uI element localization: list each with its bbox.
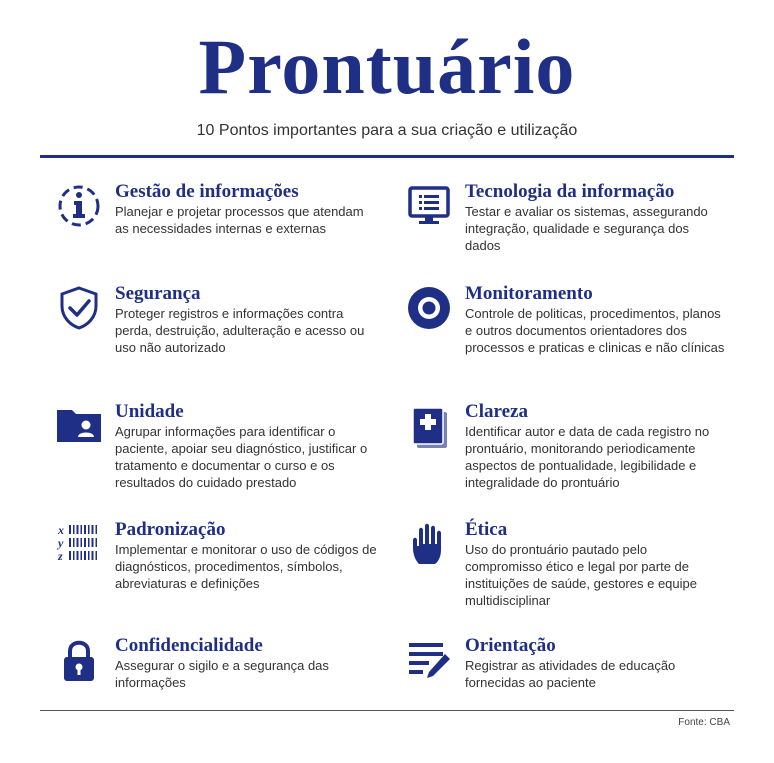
svg-text:z: z [58,549,63,563]
item-title: Gestão de informações [115,181,299,202]
hand-icon [405,520,453,568]
xyz-code-icon [55,520,103,568]
item-title: Orientação [465,635,556,656]
item-title: Padronização [115,519,226,540]
info-icon [55,182,103,230]
medical-documents-icon [405,402,453,450]
page-title: Prontuário [198,23,576,110]
header-divider [40,155,734,158]
item-description: Controle de politicas, procedimentos, planos e outros documentos orientadores dos processos e praticas e clinicas e não clínicas [465,306,725,355]
item-description: Testar e avaliar os sistemas, assegurando integração, qualidade e segurança dos dados [465,204,708,253]
shield-check-icon [55,284,103,332]
monitor-icon [405,182,453,230]
item-title: Monitoramento [465,283,593,304]
target-icon [405,284,453,332]
footer-divider [40,710,734,711]
item-description: Planejar e projetar processos que atendam as necessidades internas e externas [115,204,364,236]
item-title: Confidencialidade [115,635,263,656]
item-title: Clareza [465,401,528,422]
item-description: Agrupar informações para identificar o paciente, apoiar seu diagnóstico, justificar o tratamento e documentar o curso e os resultados do cuidado prestado [115,424,368,490]
source-note: Fonte: CBA [678,717,730,728]
item-description: Implementar e monitorar o uso de códigos de diagnósticos, procedimentos, símbolos, abreviaturas e definições [115,542,377,591]
padlock-icon [55,636,103,684]
item-description: Identificar autor e data de cada registro no prontuário, monitorando periodicamente aspectos de pontualidade, legibilidade e integralidade do prontuário [465,424,710,490]
item-title: Segurança [115,283,201,304]
item-title: Tecnologia da informação [465,181,675,202]
edit-list-icon [405,636,453,684]
svg-text:y: y [58,536,64,550]
item-description: Proteger registros e informações contra perda, destruição, adulteração e acesso ou uso não autorizado [115,306,365,355]
item-description: Registrar as atividades de educação fornecidas ao paciente [465,658,676,690]
item-description: Assegurar o sigilo e a segurança das informações [115,658,329,690]
item-title: Unidade [115,401,184,422]
folder-user-icon [55,402,103,450]
item-description: Uso do prontuário pautado pelo compromisso ético e legal por parte de instituições de saúde, gestores e equipe multidisciplinar [465,542,697,608]
item-title: Ética [465,519,508,540]
svg-text:x: x [58,523,64,537]
page-subtitle: 10 Pontos importantes para a sua criação e utilização [196,122,578,139]
